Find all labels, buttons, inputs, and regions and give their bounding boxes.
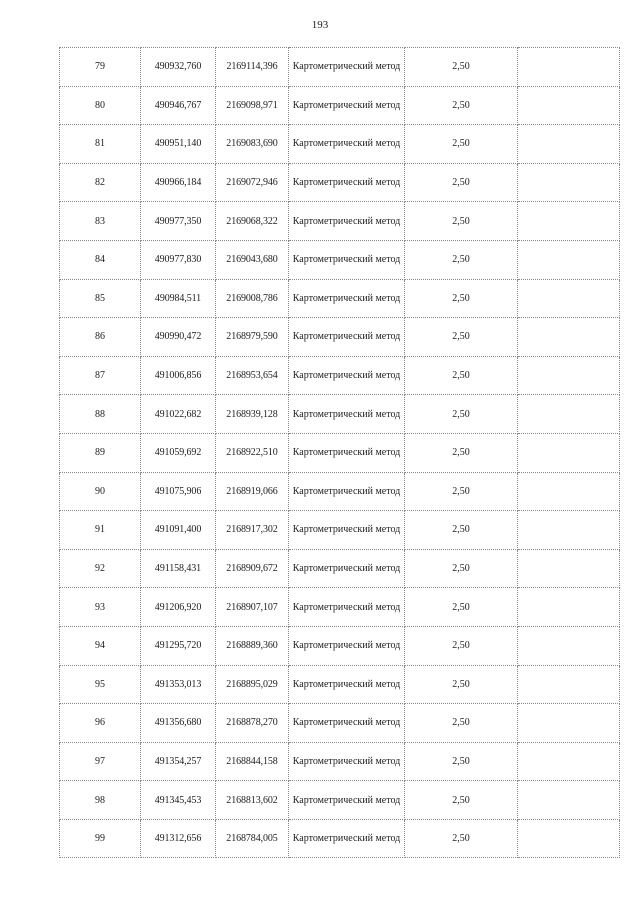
notes-cell xyxy=(518,163,620,202)
table-row xyxy=(60,742,620,781)
method-cell: Картометрический метод xyxy=(289,125,405,164)
table-row xyxy=(60,511,620,550)
table-row xyxy=(60,125,620,164)
notes-cell xyxy=(518,240,620,279)
accuracy-cell: 2,50 xyxy=(405,819,518,858)
method-cell: Картометрический метод xyxy=(289,433,405,472)
table-row xyxy=(60,318,620,357)
notes-cell xyxy=(518,125,620,164)
accuracy-cell: 2,50 xyxy=(405,318,518,357)
notes-cell xyxy=(518,626,620,665)
notes-cell xyxy=(518,781,620,820)
accuracy-cell: 2,50 xyxy=(405,356,518,395)
accuracy-cell: 2,50 xyxy=(405,781,518,820)
y-coordinate-cell: 2169043,680 xyxy=(216,240,289,279)
y-coordinate-cell: 2169114,396 xyxy=(216,48,289,87)
point-number-cell: 89 xyxy=(60,433,141,472)
method-cell: Картометрический метод xyxy=(289,202,405,241)
x-coordinate-cell: 490984,511 xyxy=(141,279,216,318)
x-coordinate-cell: 491354,257 xyxy=(141,742,216,781)
point-number-cell: 86 xyxy=(60,318,141,357)
method-cell: Картометрический метод xyxy=(289,742,405,781)
y-coordinate-cell: 2168939,128 xyxy=(216,395,289,434)
table-row xyxy=(60,588,620,627)
page-number: 193 xyxy=(311,19,329,31)
x-coordinate-cell: 491091,400 xyxy=(141,511,216,550)
accuracy-cell: 2,50 xyxy=(405,549,518,588)
y-coordinate-cell: 2168813,602 xyxy=(216,781,289,820)
x-coordinate-cell: 491022,682 xyxy=(141,395,216,434)
table-row xyxy=(60,626,620,665)
point-number-cell: 87 xyxy=(60,356,141,395)
x-coordinate-cell: 490977,350 xyxy=(141,202,216,241)
x-coordinate-cell: 491345,453 xyxy=(141,781,216,820)
point-number-cell: 84 xyxy=(60,240,141,279)
accuracy-cell: 2,50 xyxy=(405,86,518,125)
point-number-cell: 96 xyxy=(60,704,141,743)
x-coordinate-cell: 490951,140 xyxy=(141,125,216,164)
method-cell: Картометрический метод xyxy=(289,48,405,87)
y-coordinate-cell: 2168844,158 xyxy=(216,742,289,781)
table-row xyxy=(60,472,620,511)
method-cell: Картометрический метод xyxy=(289,163,405,202)
notes-cell xyxy=(518,86,620,125)
method-cell: Картометрический метод xyxy=(289,781,405,820)
accuracy-cell: 2,50 xyxy=(405,125,518,164)
notes-cell xyxy=(518,318,620,357)
point-number-cell: 92 xyxy=(60,549,141,588)
x-coordinate-cell: 490966,184 xyxy=(141,163,216,202)
accuracy-cell: 2,50 xyxy=(405,395,518,434)
notes-cell xyxy=(518,433,620,472)
point-number-cell: 80 xyxy=(60,86,141,125)
y-coordinate-cell: 2168917,302 xyxy=(216,511,289,550)
y-coordinate-cell: 2169008,786 xyxy=(216,279,289,318)
y-coordinate-cell: 2168979,590 xyxy=(216,318,289,357)
method-cell: Картометрический метод xyxy=(289,86,405,125)
y-coordinate-cell: 2168919,066 xyxy=(216,472,289,511)
accuracy-cell: 2,50 xyxy=(405,704,518,743)
accuracy-cell: 2,50 xyxy=(405,240,518,279)
x-coordinate-cell: 491158,431 xyxy=(141,549,216,588)
x-coordinate-cell: 491353,013 xyxy=(141,665,216,704)
table-row xyxy=(60,433,620,472)
table-row xyxy=(60,356,620,395)
accuracy-cell: 2,50 xyxy=(405,588,518,627)
method-cell: Картометрический метод xyxy=(289,356,405,395)
notes-cell xyxy=(518,665,620,704)
point-number-cell: 81 xyxy=(60,125,141,164)
table-row xyxy=(60,163,620,202)
y-coordinate-cell: 2169072,946 xyxy=(216,163,289,202)
y-coordinate-cell: 2168784,005 xyxy=(216,819,289,858)
x-coordinate-cell: 491006,856 xyxy=(141,356,216,395)
notes-cell xyxy=(518,48,620,87)
notes-cell xyxy=(518,356,620,395)
accuracy-cell: 2,50 xyxy=(405,472,518,511)
y-coordinate-cell: 2168953,654 xyxy=(216,356,289,395)
accuracy-cell: 2,50 xyxy=(405,433,518,472)
y-coordinate-cell: 2168922,510 xyxy=(216,433,289,472)
table-row xyxy=(60,781,620,820)
point-number-cell: 95 xyxy=(60,665,141,704)
notes-cell xyxy=(518,395,620,434)
x-coordinate-cell: 490990,472 xyxy=(141,318,216,357)
method-cell: Картометрический метод xyxy=(289,472,405,511)
x-coordinate-cell: 491059,692 xyxy=(141,433,216,472)
point-number-cell: 88 xyxy=(60,395,141,434)
method-cell: Картометрический метод xyxy=(289,318,405,357)
point-number-cell: 94 xyxy=(60,626,141,665)
x-coordinate-cell: 490932,760 xyxy=(141,48,216,87)
notes-cell xyxy=(518,549,620,588)
table-row xyxy=(60,279,620,318)
y-coordinate-cell: 2169068,322 xyxy=(216,202,289,241)
accuracy-cell: 2,50 xyxy=(405,163,518,202)
accuracy-cell: 2,50 xyxy=(405,202,518,241)
notes-cell xyxy=(518,742,620,781)
x-coordinate-cell: 490977,830 xyxy=(141,240,216,279)
method-cell: Картометрический метод xyxy=(289,626,405,665)
notes-cell xyxy=(518,202,620,241)
accuracy-cell: 2,50 xyxy=(405,626,518,665)
accuracy-cell: 2,50 xyxy=(405,48,518,87)
table-row xyxy=(60,86,620,125)
accuracy-cell: 2,50 xyxy=(405,279,518,318)
x-coordinate-cell: 490946,767 xyxy=(141,86,216,125)
point-number-cell: 99 xyxy=(60,819,141,858)
y-coordinate-cell: 2168907,107 xyxy=(216,588,289,627)
accuracy-cell: 2,50 xyxy=(405,742,518,781)
method-cell: Картометрический метод xyxy=(289,395,405,434)
x-coordinate-cell: 491295,720 xyxy=(141,626,216,665)
table-row xyxy=(60,240,620,279)
y-coordinate-cell: 2168878,270 xyxy=(216,704,289,743)
point-number-cell: 82 xyxy=(60,163,141,202)
accuracy-cell: 2,50 xyxy=(405,511,518,550)
y-coordinate-cell: 2168889,360 xyxy=(216,626,289,665)
table-body xyxy=(60,48,620,858)
notes-cell xyxy=(518,819,620,858)
point-number-cell: 93 xyxy=(60,588,141,627)
point-number-cell: 91 xyxy=(60,511,141,550)
point-number-cell: 79 xyxy=(60,48,141,87)
method-cell: Картометрический метод xyxy=(289,511,405,550)
point-number-cell: 85 xyxy=(60,279,141,318)
notes-cell xyxy=(518,704,620,743)
x-coordinate-cell: 491075,906 xyxy=(141,472,216,511)
method-cell: Картометрический метод xyxy=(289,665,405,704)
method-cell: Картометрический метод xyxy=(289,549,405,588)
table-row xyxy=(60,48,620,87)
x-coordinate-cell: 491356,680 xyxy=(141,704,216,743)
table-row xyxy=(60,395,620,434)
table-row xyxy=(60,549,620,588)
method-cell: Картометрический метод xyxy=(289,704,405,743)
point-number-cell: 98 xyxy=(60,781,141,820)
point-number-cell: 90 xyxy=(60,472,141,511)
point-number-cell: 83 xyxy=(60,202,141,241)
notes-cell xyxy=(518,279,620,318)
y-coordinate-cell: 2168895,029 xyxy=(216,665,289,704)
method-cell: Картометрический метод xyxy=(289,588,405,627)
x-coordinate-cell: 491312,656 xyxy=(141,819,216,858)
y-coordinate-cell: 2169098,971 xyxy=(216,86,289,125)
x-coordinate-cell: 491206,920 xyxy=(141,588,216,627)
notes-cell xyxy=(518,588,620,627)
coordinates-table xyxy=(59,47,620,858)
notes-cell xyxy=(518,472,620,511)
y-coordinate-cell: 2168909,672 xyxy=(216,549,289,588)
notes-cell xyxy=(518,511,620,550)
table-row xyxy=(60,202,620,241)
table-row xyxy=(60,665,620,704)
table-row xyxy=(60,704,620,743)
table-row xyxy=(60,819,620,858)
point-number-cell: 97 xyxy=(60,742,141,781)
method-cell: Картометрический метод xyxy=(289,819,405,858)
method-cell: Картометрический метод xyxy=(289,279,405,318)
method-cell: Картометрический метод xyxy=(289,240,405,279)
y-coordinate-cell: 2169083,690 xyxy=(216,125,289,164)
accuracy-cell: 2,50 xyxy=(405,665,518,704)
